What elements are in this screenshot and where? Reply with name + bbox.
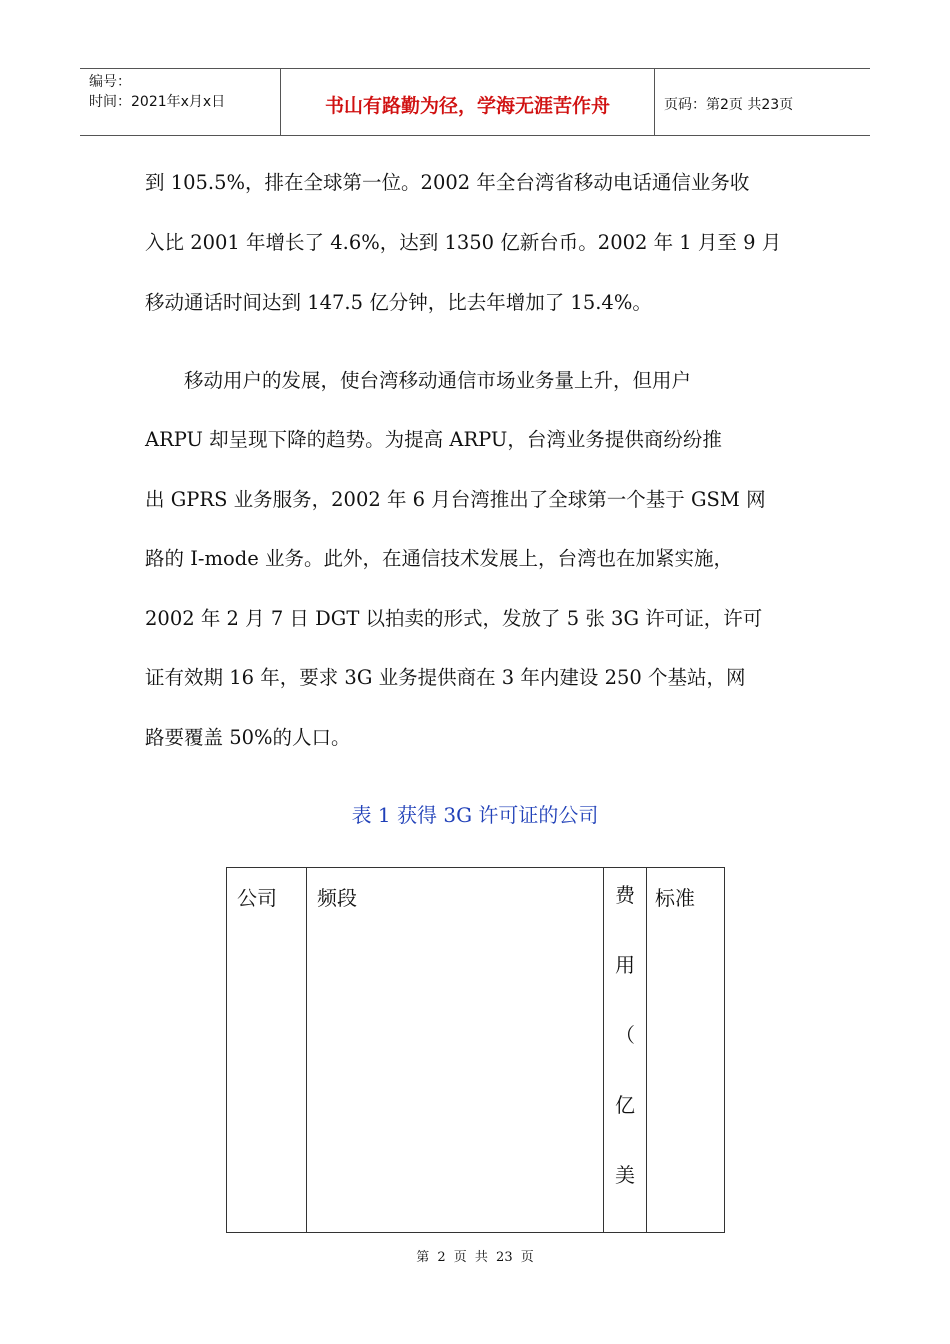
column-header: 频段: [317, 886, 357, 910]
column-header-vertical: [604, 868, 646, 1232]
fee-char: 费: [615, 883, 635, 907]
header-table: [80, 68, 870, 136]
doc-number-label: 编号：: [89, 74, 131, 90]
fee-char: 亿: [615, 1093, 635, 1117]
paragraph-line: 路的 I-mode 业务。此外，在通信技术发展上，台湾也在加紧实施，: [145, 547, 733, 570]
table-caption: 表 1 获得 3G 许可证的公司: [351, 803, 599, 827]
paragraph-line: 移动用户的发展，使台湾移动通信市场业务量上升，但用户: [145, 369, 692, 392]
header-cell-company: [227, 868, 307, 1233]
license-table: [226, 867, 725, 1233]
paragraph-line: 到 105.5%，排在全球第一位。2002 年全台湾省移动电话通信业务收: [145, 171, 750, 194]
fee-char: 美: [615, 1163, 635, 1187]
column-header: 标准: [655, 886, 695, 910]
paragraph-line: 移动通话时间达到 147.5 亿分钟，比去年增加了 15.4%。: [145, 291, 652, 314]
page-footer: 第 2 页 共 23 页: [416, 1250, 534, 1265]
paragraph-line: 入比 2001 年增长了 4.6%，达到 1350 亿新台币。2002 年 1 月至 9 月: [145, 231, 782, 254]
header-page-label: 页码：第2页 共23页: [664, 97, 794, 113]
header-cell-standard: [647, 868, 725, 1233]
paragraph-line: 证有效期 16 年，要求 3G 业务提供商在 3 年内建设 250 个基站，网: [145, 666, 746, 689]
header-meta-cell: [80, 69, 281, 135]
paragraph-line: 2002 年 2 月 7 日 DGT 以拍卖的形式，发放了 5 张 3G 许可证，许可: [145, 607, 763, 630]
header-cell-fee: [604, 868, 647, 1233]
paragraph-line: 路要覆盖 50%的人口。: [145, 726, 351, 749]
column-header: 公司: [237, 886, 277, 910]
doc-time-label: 时间：2021年x月x日: [89, 94, 226, 110]
table-row: [227, 868, 725, 1233]
paragraph-line: ARPU 却呈现下降的趋势。为提高 ARPU，台湾业务提供商纷纷推: [145, 428, 722, 451]
header-motto: 书山有路勤为径，学海无涯苦作舟: [281, 69, 655, 135]
fee-char: 用: [615, 953, 635, 977]
fee-char: （: [615, 1023, 635, 1047]
header-cell-band: [307, 868, 604, 1233]
paragraph-line: 出 GPRS 业务服务，2002 年 6 月台湾推出了全球第一个基于 GSM 网: [145, 488, 766, 511]
